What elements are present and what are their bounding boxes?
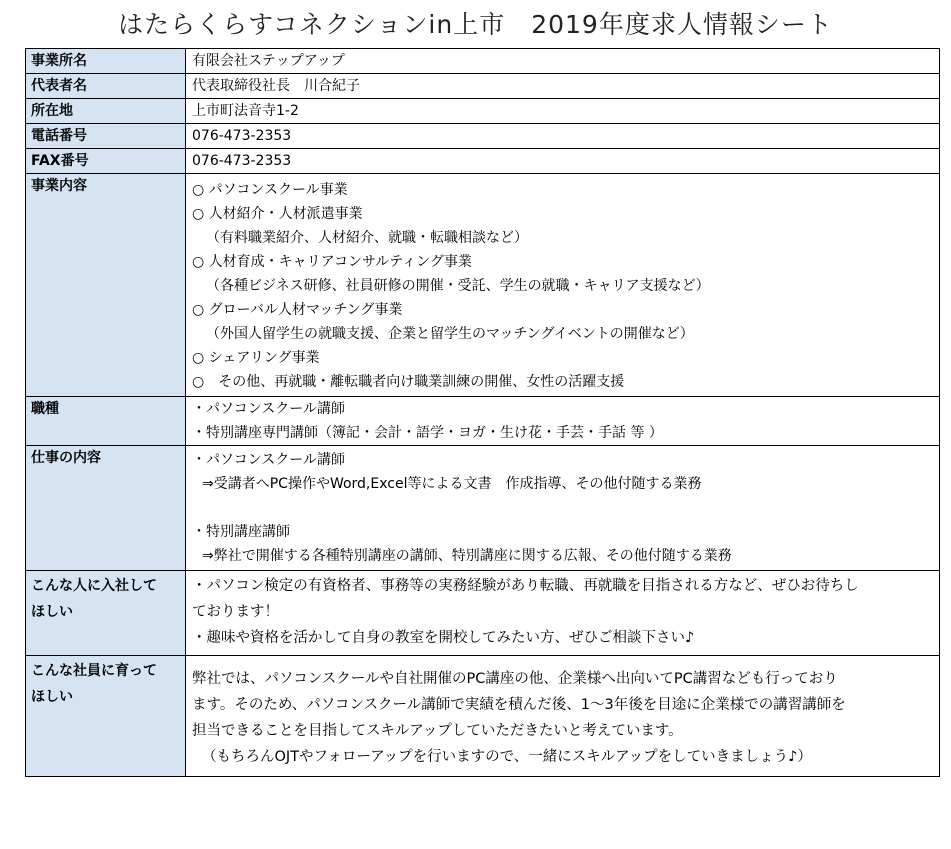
company-name: 有限会社ステップアップ [192,53,345,69]
job-info-table [25,48,940,777]
row-phone [26,124,940,149]
business-item: ○ シェアリング事業 [192,350,320,366]
address-value: 上市町法音寺1-2 [192,103,299,119]
business-detail: （各種ビジネス研修、社員研修の開催・受託、学生の就職・キャリア支援など） [206,278,710,294]
label-growth-line1: こんな社員に育って [31,663,157,679]
row-wanted-person [26,571,940,656]
row-representative [26,74,940,99]
label-job-content: 仕事の内容 [26,446,186,571]
label-address: 所在地 [26,99,186,124]
growth-line: （もちろんOJTやフォローアップを行いますので、一緒にスキルアップをしていきましょう♪） [202,749,812,765]
job-content-detail: ⇒弊社で開催する各種特別講座の講師、特別講座に関する広報、その他付随する業務 [202,548,732,564]
row-growth [26,656,940,777]
label-phone: 電話番号 [26,124,186,149]
label-growth-line2: ほしい [31,689,73,705]
row-fax [26,149,940,174]
business-list [186,174,940,397]
job-type-item: ・特別講座専門講師（簿記・会計・語学・ヨガ・生け花・手芸・手話 等 ） [192,425,663,441]
label-company: 事業所名 [26,49,186,74]
label-business: 事業内容 [26,174,186,397]
label-wanted-person-line1: こんな人に入社して [31,578,157,594]
phone-value: 076-473-2353 [192,128,292,144]
wanted-person-line: ております！ [192,604,279,620]
wanted-person-line: ・趣味や資格を活かして自身の教室を開校してみたい方、ぜひご相談下さい♪ [192,630,695,646]
spacer [192,496,935,520]
label-representative: 代表者名 [26,74,186,99]
business-item: ○ パソコンスクール事業 [192,182,348,198]
wanted-person-text [186,571,940,656]
business-detail: （外国人留学生の就職支援、企業と留学生のマッチングイベントの開催など） [206,326,694,342]
job-content-detail: ⇒受講者へPC操作やWord,Excel等による文書 作成指導、その他付随する業務 [202,476,702,492]
label-fax: FAX番号 [26,149,186,174]
label-wanted-person-line2: ほしい [31,604,73,620]
row-job-type [26,397,940,446]
label-growth [26,656,186,777]
label-job-type: 職種 [26,397,186,446]
wanted-person-line: ・パソコン検定の有資格者、事務等の実務経験があり転職、再就職を目指される方など、ぜひお待ちし [192,578,859,594]
job-content-item: ・パソコンスクール講師 [192,452,346,468]
growth-line: ます。そのため、パソコンスクール講師で実績を積んだ後、1～3年後を目途に企業様での講習講師を [192,697,846,713]
business-detail: （有料職業紹介、人材紹介、就職・転職相談など） [206,230,528,246]
growth-text [186,656,940,777]
sheet-title: はたらくらすコネクションin上市 2019年度求人情報シート [118,10,833,39]
representative-name: 代表取締役社長 川合紀子 [192,78,360,94]
job-content-item: ・特別講座講師 [192,524,290,540]
row-job-content [26,446,940,571]
row-address [26,99,940,124]
business-item: ○ その他、再就職・離転職者向け職業訓練の開催、女性の活躍支援 [192,374,625,390]
business-item: ○ 人材紹介・人材派遣事業 [192,206,363,222]
row-company [26,49,940,74]
label-wanted-person [26,571,186,656]
value-company [186,49,940,74]
row-business [26,174,940,397]
fax-value: 076-473-2353 [192,153,292,169]
business-item: ○ グローバル人材マッチング事業 [192,302,403,318]
growth-line: 担当できることを目指してスキルアップしていただきたいと考えています。 [192,723,683,739]
job-type-item: ・パソコンスクール講師 [192,401,346,417]
growth-line: 弊社では、パソコンスクールや自社開催のPC講座の他、企業様へ出向いてPC講習なども行っており [192,671,838,687]
business-item: ○ 人材育成・キャリアコンサルティング事業 [192,254,472,270]
